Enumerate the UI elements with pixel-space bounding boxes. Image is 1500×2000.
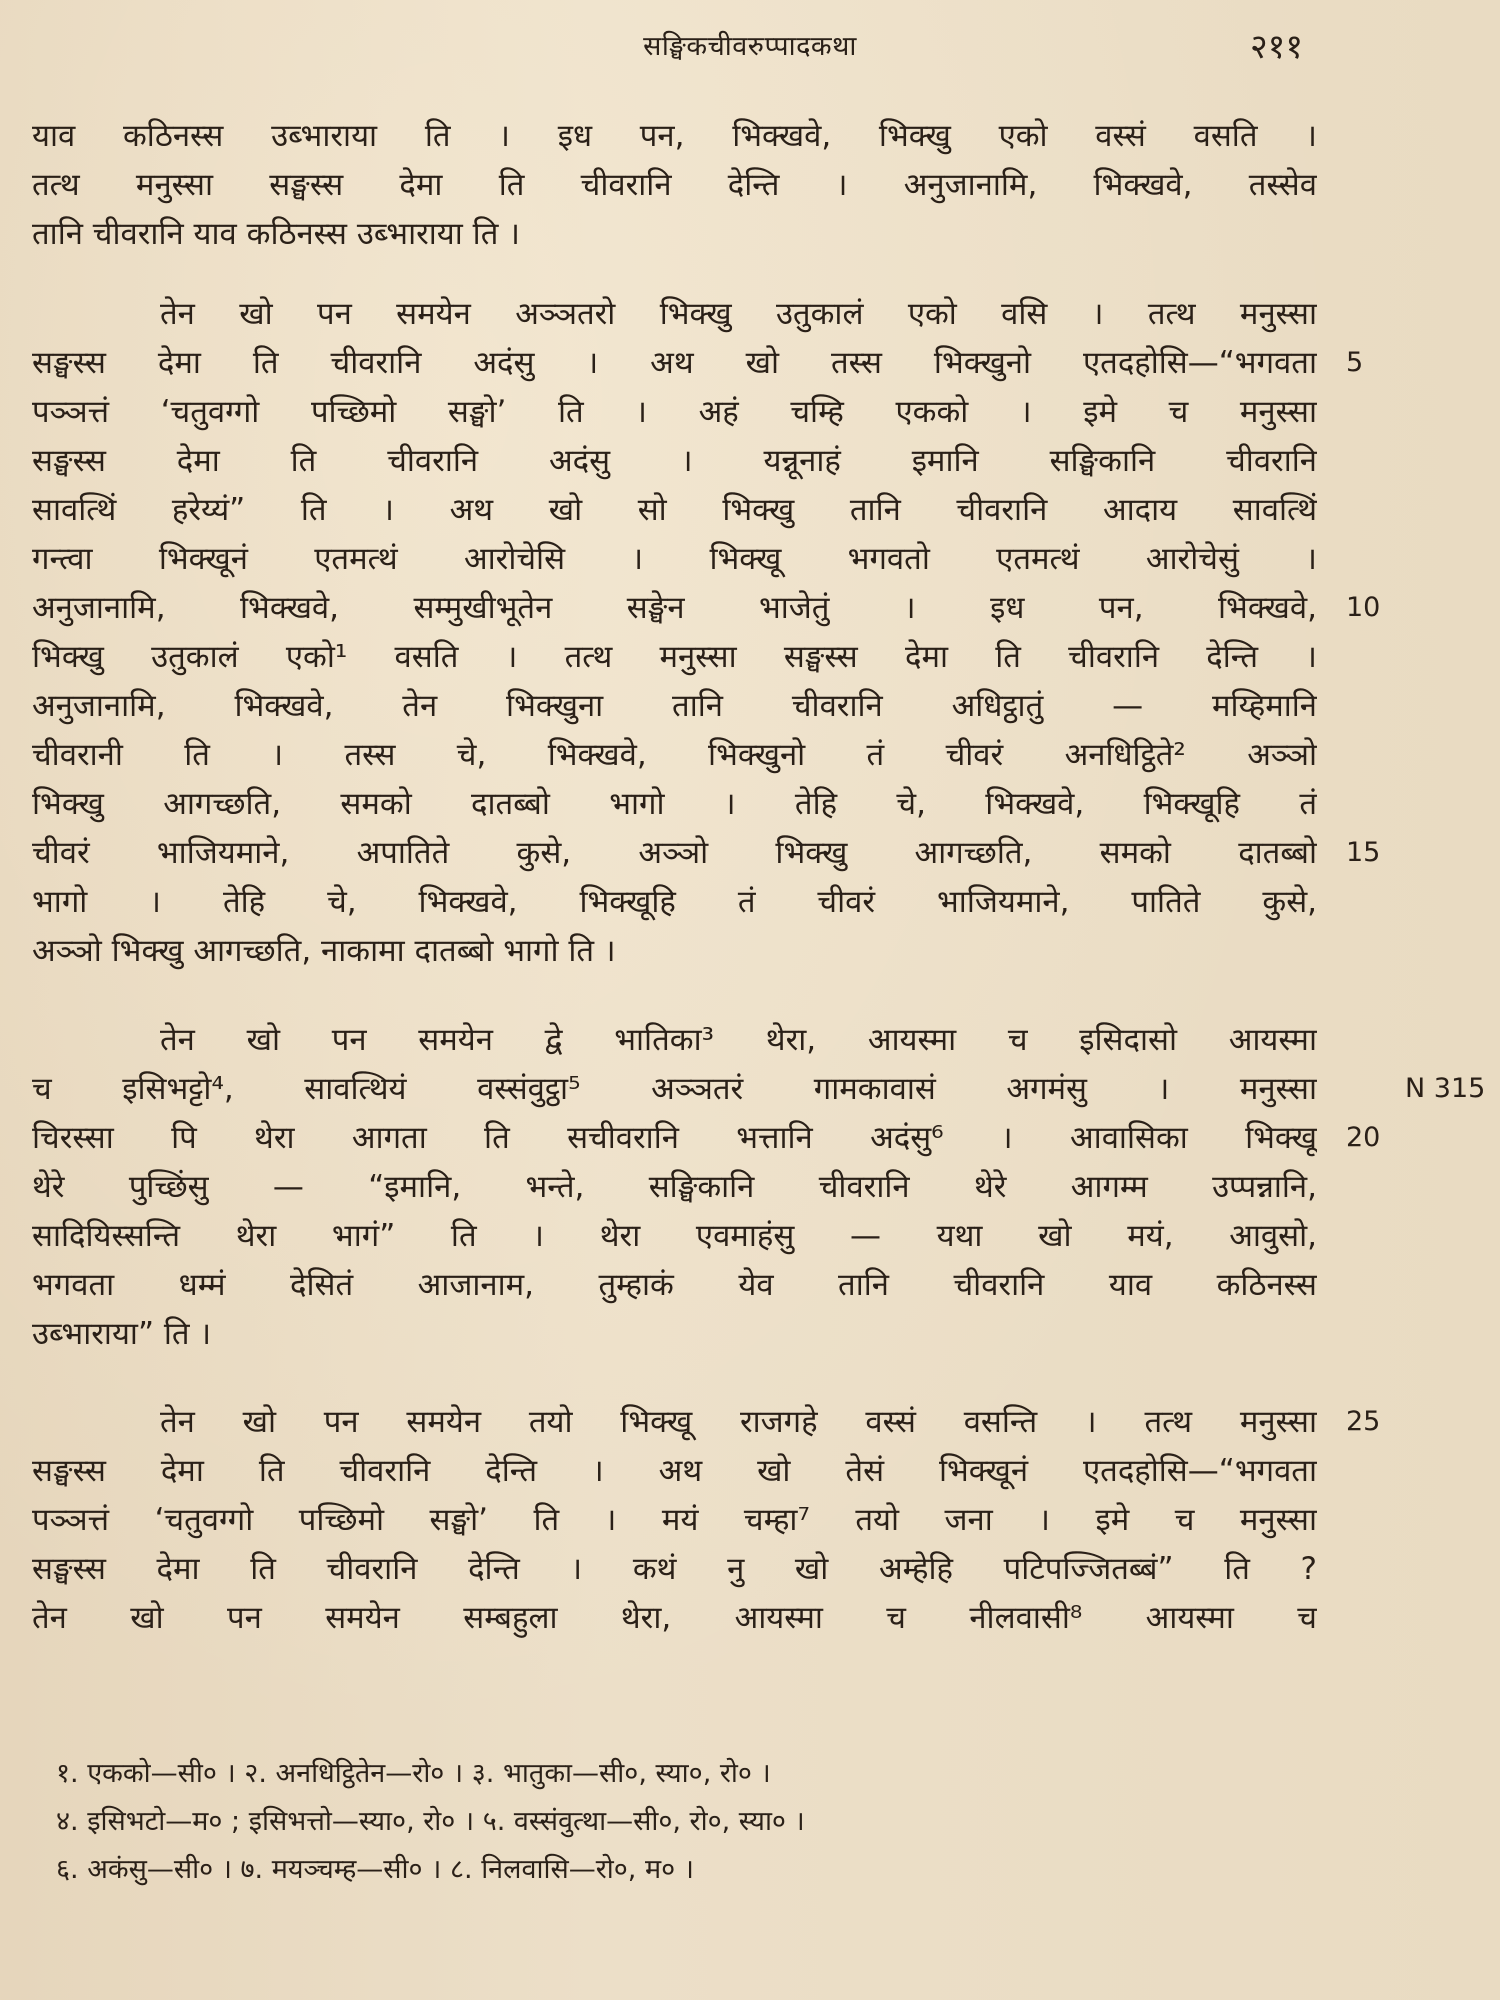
text-line: चिरस्सा पि थेरा आगता ति सचीवरानि भत्तानि अदंसु⁶ । आवासिका भिक्खू [32,1120,1317,1156]
text-line: भागो । तेहि चे, भिक्खवे, भिक्खूहि तं चीवरं भाजियमाने, पातिते कुसे, [32,884,1317,920]
running-title: सङ्घिकचीवरुप्पादकथा [643,31,857,62]
margin-reference: N 315 [1405,1073,1486,1104]
text-line: पञ्ञत्तं ‘चतुवग्गो पच्छिमो सङ्घो’ ति । मयं चम्हा⁷ तयो जना । इमे च मनुस्सा [32,1502,1317,1538]
page-number: २११ [1250,27,1304,67]
footnote-line: ६. अकंसु—सी० । ७. मयञ्चम्ह—सी० । ८. निलवासि—रो०, म० । [56,1854,694,1885]
text-line: भिक्खु आगच्छति, समको दातब्बो भागो । तेहि चे, भिक्खवे, भिक्खूहि तं [32,786,1317,822]
margin-line-number: 15 [1346,837,1381,868]
text-line: अञ्ञो भिक्खु आगच्छति, नाकामा दातब्बो भागो ति । [32,933,616,969]
text-line: तानि चीवरानि याव कठिनस्स उब्भाराया ति । [32,216,520,252]
text-line: सादियिस्सन्ति थेरा भागं” ति । थेरा एवमाहंसु — यथा खो मयं, आवुसो, [32,1218,1317,1254]
text-line: सावत्थिं हरेय्यं” ति । अथ खो सो भिक्खु तानि चीवरानि आदाय सावत्थिं [32,492,1317,528]
text-line: उब्भाराया” ति । [32,1316,212,1352]
text-line: तेन खो पन समयेन तयो भिक्खू राजगहे वस्सं वसन्ति । तत्थ मनुस्सा [160,1404,1317,1440]
text-line: सङ्घस्स देमा ति चीवरानि देन्ति । कथं नु खो अम्हेहि पटिपज्जितब्बं” ति ? [32,1551,1317,1587]
text-line: सङ्घस्स देमा ति चीवरानि देन्ति । अथ खो तेसं भिक्खूनं एतदहोसि—“भगवता [32,1453,1317,1489]
text-line: तेन खो पन समयेन सम्बहुला थेरा, आयस्मा च नीलवासी⁸ आयस्मा च [32,1600,1317,1636]
margin-line-number: 25 [1346,1406,1381,1437]
text-line: याव कठिनस्स उब्भाराया ति । इध पन, भिक्खवे, भिक्खु एको वस्सं वसति । [32,118,1317,154]
text-line: गन्त्वा भिक्खूनं एतमत्थं आरोचेसि । भिक्खू भगवतो एतमत्थं आरोचेसुं । [32,541,1317,577]
text-line: चीवरं भाजियमाने, अपातिते कुसे, अञ्ञो भिक्खु आगच्छति, समको दातब्बो [32,835,1317,871]
text-line: सङ्घस्स देमा ति चीवरानि अदंसु । यन्नूनाहं इमानि सङ्घिकानि चीवरानि [32,443,1317,479]
text-line: तेन खो पन समयेन द्वे भातिका³ थेरा, आयस्मा च इसिदासो आयस्मा [160,1022,1317,1058]
margin-line-number: 5 [1346,347,1364,378]
margin-line-number: 20 [1346,1122,1381,1153]
text-line: थेरे पुच्छिंसु — “इमानि, भन्ते, सङ्घिकानि चीवरानि थेरे आगम्म उप्पन्नानि, [32,1169,1317,1205]
text-line: तत्थ मनुस्सा सङ्घस्स देमा ति चीवरानि देन्ति । अनुजानामि, भिक्खवे, तस्सेव [32,167,1317,203]
footnote-line: १. एकको—सी० । २. अनधिट्ठितेन—रो० । ३. भातुका—सी०, स्या०, रो० । [56,1758,771,1789]
text-line: सङ्घस्स देमा ति चीवरानि अदंसु । अथ खो तस्स भिक्खुनो एतदहोसि—“भगवता [32,345,1317,381]
text-line: च इसिभट्टो⁴, सावत्थियं वस्संवुट्ठा⁵ अञ्ञतरं गामकावासं अगमंसु । मनुस्सा [32,1071,1317,1107]
text-line: अनुजानामि, भिक्खवे, सम्मुखीभूतेन सङ्घेन भाजेतुं । इध पन, भिक्खवे, [32,590,1317,626]
margin-line-number: 10 [1346,592,1381,623]
footnote-line: ४. इसिभटो—म० ; इसिभत्तो—स्या०, रो० । ५. वस्संवुत्था—सी०, रो०, स्या० । [56,1806,805,1837]
text-line: भिक्खु उतुकालं एको¹ वसति । तत्थ मनुस्सा सङ्घस्स देमा ति चीवरानि देन्ति । [32,639,1317,675]
text-line: तेन खो पन समयेन अञ्ञतरो भिक्खु उतुकालं एको वसि । तत्थ मनुस्सा [160,296,1317,332]
text-line: पञ्ञत्तं ‘चतुवग्गो पच्छिमो सङ्घो’ ति । अहं चम्हि एकको । इमे च मनुस्सा [32,394,1317,430]
text-line: चीवरानी ति । तस्स चे, भिक्खवे, भिक्खुनो तं चीवरं अनधिट्ठिते² अञ्ञो [32,737,1317,773]
text-line: भगवता धम्मं देसितं आजानाम, तुम्हाकं येव तानि चीवरानि याव कठिनस्स [32,1267,1317,1303]
text-line: अनुजानामि, भिक्खवे, तेन भिक्खुना तानि चीवरानि अधिट्ठातुं — मय्हिमानि [32,688,1317,724]
